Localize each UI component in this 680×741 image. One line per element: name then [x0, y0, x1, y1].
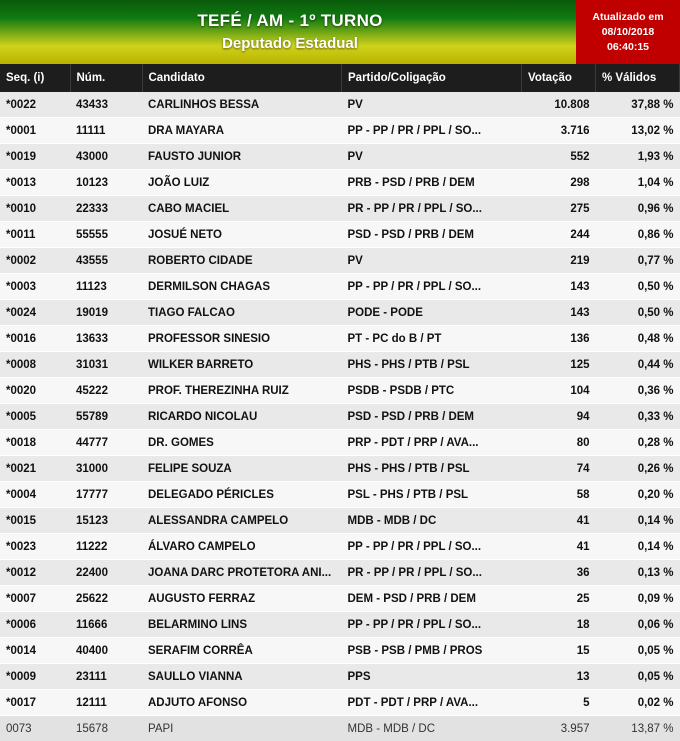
cell-number: 19019	[70, 300, 142, 326]
cell-party: PDT - PDT / PRP / AVA...	[342, 690, 522, 716]
cell-number: 43000	[70, 144, 142, 170]
last-updated-date: 08/10/2018	[576, 26, 680, 38]
table-row[interactable]	[0, 222, 680, 248]
page-banner	[0, 0, 680, 64]
cell-seq: *0021	[0, 456, 70, 482]
cell-percent: 0,50 %	[596, 300, 680, 326]
table-row[interactable]	[0, 482, 680, 508]
cell-candidate: PROFESSOR SINESIO	[142, 326, 342, 352]
table-row[interactable]	[0, 586, 680, 612]
table-row[interactable]	[0, 638, 680, 664]
cell-percent: 0,36 %	[596, 378, 680, 404]
table-row[interactable]	[0, 508, 680, 534]
cell-candidate: WILKER BARRETO	[142, 352, 342, 378]
table-row[interactable]	[0, 430, 680, 456]
cell-seq: *0002	[0, 248, 70, 274]
cell-seq: *0008	[0, 352, 70, 378]
page-title: TEFÉ / AM - 1º TURNO	[197, 9, 382, 33]
cell-candidate: DERMILSON CHAGAS	[142, 274, 342, 300]
cell-percent: 0,26 %	[596, 456, 680, 482]
cell-votes: 15	[522, 638, 596, 664]
cell-number: 45222	[70, 378, 142, 404]
cell-candidate: ÁLVARO CAMPELO	[142, 534, 342, 560]
cell-seq: *0020	[0, 378, 70, 404]
cell-candidate: JOSUÉ NETO	[142, 222, 342, 248]
cell-candidate: PAPI	[142, 716, 342, 741]
results-table	[0, 64, 680, 741]
cell-percent: 0,44 %	[596, 352, 680, 378]
cell-percent: 0,33 %	[596, 404, 680, 430]
cell-seq: *0007	[0, 586, 70, 612]
table-row[interactable]	[0, 144, 680, 170]
cell-votes: 25	[522, 586, 596, 612]
cell-number: 40400	[70, 638, 142, 664]
cell-percent: 13,87 %	[596, 716, 680, 741]
cell-seq: *0015	[0, 508, 70, 534]
results-table-head	[0, 64, 680, 92]
table-row[interactable]	[0, 378, 680, 404]
cell-candidate: CARLINHOS BESSA	[142, 92, 342, 118]
cell-seq: *0024	[0, 300, 70, 326]
cell-party: PV	[342, 248, 522, 274]
cell-percent: 13,02 %	[596, 118, 680, 144]
cell-percent: 0,05 %	[596, 638, 680, 664]
cell-seq: *0018	[0, 430, 70, 456]
column-header-percent[interactable]: % Válidos	[596, 64, 680, 92]
cell-number: 10123	[70, 170, 142, 196]
cell-seq: 0073	[0, 716, 70, 741]
cell-votes: 10.808	[522, 92, 596, 118]
table-row[interactable]	[0, 534, 680, 560]
table-row[interactable]	[0, 118, 680, 144]
cell-party: DEM - PSD / PRB / DEM	[342, 586, 522, 612]
cell-party: PODE - PODE	[342, 300, 522, 326]
table-row[interactable]	[0, 92, 680, 118]
cell-party: PRB - PSD / PRB / DEM	[342, 170, 522, 196]
cell-candidate: FAUSTO JUNIOR	[142, 144, 342, 170]
cell-seq: *0012	[0, 560, 70, 586]
cell-votes: 136	[522, 326, 596, 352]
cell-number: 22400	[70, 560, 142, 586]
cell-number: 13633	[70, 326, 142, 352]
cell-percent: 1,04 %	[596, 170, 680, 196]
cell-number: 22333	[70, 196, 142, 222]
table-row[interactable]	[0, 170, 680, 196]
cell-candidate: DR. GOMES	[142, 430, 342, 456]
cell-party: PSD - PSD / PRB / DEM	[342, 222, 522, 248]
cell-seq: *0022	[0, 92, 70, 118]
table-row[interactable]	[0, 248, 680, 274]
cell-percent: 0,96 %	[596, 196, 680, 222]
cell-number: 23111	[70, 664, 142, 690]
column-header-seq[interactable]: Seq. (i)	[0, 64, 70, 92]
cell-votes: 104	[522, 378, 596, 404]
cell-party: PRP - PDT / PRP / AVA...	[342, 430, 522, 456]
cell-number: 55789	[70, 404, 142, 430]
cell-percent: 0,14 %	[596, 508, 680, 534]
cell-candidate: BELARMINO LINS	[142, 612, 342, 638]
cell-party: PHS - PHS / PTB / PSL	[342, 352, 522, 378]
column-header-candidate[interactable]: Candidato	[142, 64, 342, 92]
cell-votes: 219	[522, 248, 596, 274]
cell-number: 17777	[70, 482, 142, 508]
cell-votes: 80	[522, 430, 596, 456]
cell-percent: 0,77 %	[596, 248, 680, 274]
cell-percent: 0,28 %	[596, 430, 680, 456]
cell-candidate: JOÃO LUIZ	[142, 170, 342, 196]
cell-votes: 36	[522, 560, 596, 586]
cell-seq: *0001	[0, 118, 70, 144]
table-row[interactable]	[0, 716, 680, 741]
cell-votes: 275	[522, 196, 596, 222]
cell-percent: 0,05 %	[596, 664, 680, 690]
cell-percent: 1,93 %	[596, 144, 680, 170]
cell-votes: 41	[522, 508, 596, 534]
cell-number: 43433	[70, 92, 142, 118]
cell-number: 11123	[70, 274, 142, 300]
cell-party: PPS	[342, 664, 522, 690]
cell-seq: *0004	[0, 482, 70, 508]
cell-candidate: JOANA DARC PROTETORA ANI...	[142, 560, 342, 586]
cell-votes: 18	[522, 612, 596, 638]
cell-percent: 0,02 %	[596, 690, 680, 716]
cell-percent: 0,20 %	[596, 482, 680, 508]
cell-party: PR - PP / PR / PPL / SO...	[342, 196, 522, 222]
table-row[interactable]	[0, 612, 680, 638]
cell-seq: *0013	[0, 170, 70, 196]
table-row[interactable]	[0, 274, 680, 300]
cell-party: PSDB - PSDB / PTC	[342, 378, 522, 404]
cell-percent: 0,13 %	[596, 560, 680, 586]
cell-candidate: ROBERTO CIDADE	[142, 248, 342, 274]
last-updated-label: Atualizado em	[576, 11, 680, 23]
cell-party: PT - PC do B / PT	[342, 326, 522, 352]
cell-candidate: SAULLO VIANNA	[142, 664, 342, 690]
column-header-votes[interactable]: Votação	[522, 64, 596, 92]
cell-number: 15678	[70, 716, 142, 741]
cell-candidate: DELEGADO PÉRICLES	[142, 482, 342, 508]
cell-votes: 143	[522, 300, 596, 326]
table-row[interactable]	[0, 664, 680, 690]
cell-party: PSL - PHS / PTB / PSL	[342, 482, 522, 508]
cell-party: PP - PP / PR / PPL / SO...	[342, 274, 522, 300]
cell-number: 11222	[70, 534, 142, 560]
cell-seq: *0006	[0, 612, 70, 638]
cell-seq: *0009	[0, 664, 70, 690]
cell-candidate: PROF. THEREZINHA RUIZ	[142, 378, 342, 404]
cell-candidate: SERAFIM CORRÊA	[142, 638, 342, 664]
cell-number: 11111	[70, 118, 142, 144]
cell-number: 31031	[70, 352, 142, 378]
cell-party: PR - PP / PR / PPL / SO...	[342, 560, 522, 586]
table-row[interactable]	[0, 560, 680, 586]
cell-seq: *0011	[0, 222, 70, 248]
cell-votes: 552	[522, 144, 596, 170]
table-row[interactable]	[0, 456, 680, 482]
cell-percent: 37,88 %	[596, 92, 680, 118]
cell-party: PV	[342, 144, 522, 170]
cell-votes: 125	[522, 352, 596, 378]
cell-seq: *0005	[0, 404, 70, 430]
cell-party: MDB - MDB / DC	[342, 716, 522, 741]
cell-candidate: CABO MACIEL	[142, 196, 342, 222]
cell-percent: 0,06 %	[596, 612, 680, 638]
column-header-number[interactable]: Núm.	[70, 64, 142, 92]
cell-number: 15123	[70, 508, 142, 534]
cell-seq: *0003	[0, 274, 70, 300]
cell-votes: 94	[522, 404, 596, 430]
cell-number: 55555	[70, 222, 142, 248]
cell-candidate: RICARDO NICOLAU	[142, 404, 342, 430]
cell-percent: 0,86 %	[596, 222, 680, 248]
cell-candidate: FELIPE SOUZA	[142, 456, 342, 482]
cell-candidate: TIAGO FALCAO	[142, 300, 342, 326]
table-row[interactable]	[0, 326, 680, 352]
banner-titles	[197, 9, 482, 55]
last-updated-box	[576, 0, 680, 64]
cell-votes: 3.957	[522, 716, 596, 741]
cell-number: 31000	[70, 456, 142, 482]
cell-number: 12111	[70, 690, 142, 716]
cell-percent: 0,50 %	[596, 274, 680, 300]
cell-candidate: ADJUTO AFONSO	[142, 690, 342, 716]
table-header-row	[0, 64, 680, 92]
table-row[interactable]	[0, 404, 680, 430]
cell-votes: 5	[522, 690, 596, 716]
cell-votes: 74	[522, 456, 596, 482]
cell-percent: 0,09 %	[596, 586, 680, 612]
cell-seq: *0014	[0, 638, 70, 664]
cell-votes: 143	[522, 274, 596, 300]
cell-number: 44777	[70, 430, 142, 456]
cell-percent: 0,48 %	[596, 326, 680, 352]
cell-seq: *0023	[0, 534, 70, 560]
table-row[interactable]	[0, 352, 680, 378]
table-row[interactable]	[0, 196, 680, 222]
cell-seq: *0017	[0, 690, 70, 716]
cell-votes: 58	[522, 482, 596, 508]
cell-party: PV	[342, 92, 522, 118]
table-row[interactable]	[0, 300, 680, 326]
cell-seq: *0016	[0, 326, 70, 352]
cell-seq: *0019	[0, 144, 70, 170]
cell-votes: 298	[522, 170, 596, 196]
cell-votes: 41	[522, 534, 596, 560]
last-updated-time: 06:40:15	[576, 41, 680, 53]
cell-number: 25622	[70, 586, 142, 612]
cell-votes: 3.716	[522, 118, 596, 144]
cell-party: PP - PP / PR / PPL / SO...	[342, 118, 522, 144]
cell-party: PP - PP / PR / PPL / SO...	[342, 534, 522, 560]
page-subtitle: Deputado Estadual	[197, 33, 382, 55]
cell-votes: 13	[522, 664, 596, 690]
cell-number: 11666	[70, 612, 142, 638]
cell-party: PP - PP / PR / PPL / SO...	[342, 612, 522, 638]
column-header-party[interactable]: Partido/Coligação	[342, 64, 522, 92]
cell-party: PHS - PHS / PTB / PSL	[342, 456, 522, 482]
cell-party: PSB - PSB / PMB / PROS	[342, 638, 522, 664]
cell-candidate: ALESSANDRA CAMPELO	[142, 508, 342, 534]
cell-candidate: AUGUSTO FERRAZ	[142, 586, 342, 612]
table-row[interactable]	[0, 690, 680, 716]
cell-seq: *0010	[0, 196, 70, 222]
results-table-body	[0, 92, 680, 741]
cell-candidate: DRA MAYARA	[142, 118, 342, 144]
cell-party: PSD - PSD / PRB / DEM	[342, 404, 522, 430]
cell-percent: 0,14 %	[596, 534, 680, 560]
cell-votes: 244	[522, 222, 596, 248]
cell-party: MDB - MDB / DC	[342, 508, 522, 534]
cell-number: 43555	[70, 248, 142, 274]
